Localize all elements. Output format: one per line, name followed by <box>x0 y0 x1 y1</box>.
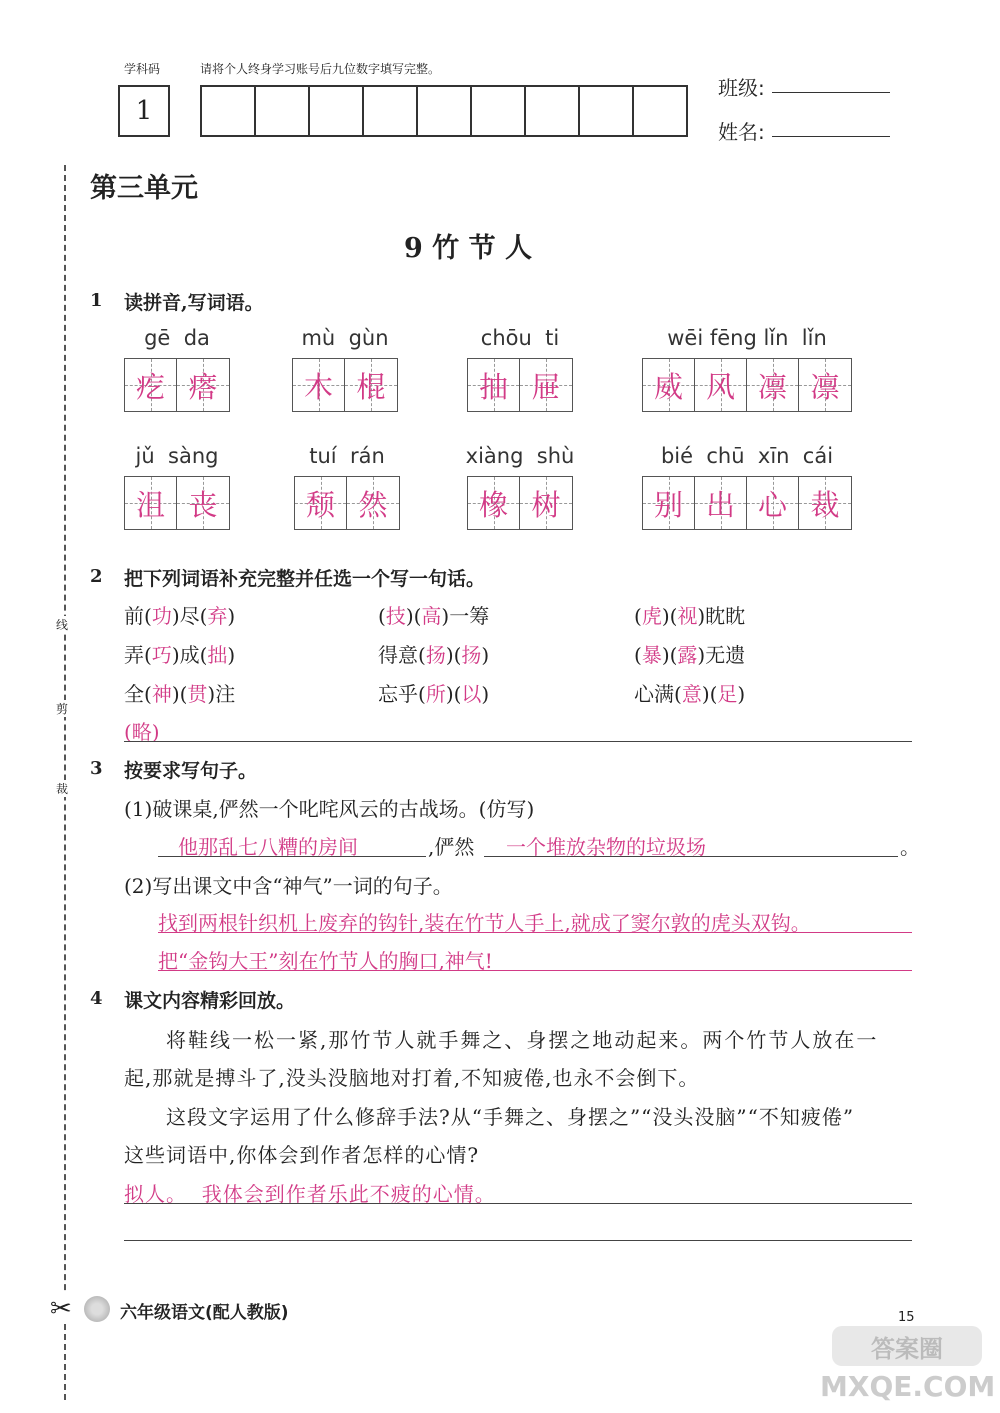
class-field[interactable] <box>772 92 890 93</box>
subject-code-box <box>118 85 170 137</box>
q2-answer: (略) <box>124 720 160 744</box>
q4-answer-line-2 <box>124 1240 912 1241</box>
answer-char: 橡 <box>478 487 508 522</box>
pinyin: chōu ti <box>480 326 560 350</box>
subject-code-label: 学科码 <box>124 62 161 76</box>
watermark-logo: 答案圈 <box>832 1326 982 1366</box>
cut-line-char-1: 线 <box>56 618 69 632</box>
char-grid <box>124 358 230 412</box>
q3-sub2-line-2 <box>158 970 912 971</box>
q3-sub2-line-1 <box>158 932 912 933</box>
char-grid <box>124 476 230 530</box>
cut-line-char-3: 裁 <box>56 782 69 796</box>
idiom-item: 得意(扬)(扬) <box>378 643 490 667</box>
question-line-1: 这段文字运用了什么修辞手法?从“手舞之、身摆之”“没头没脑”“不知疲倦” <box>166 1105 855 1129</box>
answer-char: 威 <box>653 369 683 404</box>
passage-line-1: 将鞋线一松一紧,那竹节人就手舞之、身摆之地动起来。两个竹节人放在一 <box>166 1028 879 1052</box>
q3-sub2: (2)写出课文中含“神气”一词的句子。 <box>124 874 453 898</box>
char-grid <box>294 476 400 530</box>
lesson-title: 9 竹 节 人 <box>404 233 532 264</box>
q3-sub1-end: 。 <box>900 835 920 859</box>
q4-answer: 拟人。 我体会到作者乐此不疲的心情。 <box>124 1182 496 1206</box>
passage-line-2: 起,那就是搏斗了,没头没脑地对打着,不知疲倦,也永不会倒下。 <box>124 1066 700 1090</box>
instruction-text: 请将个人终身学习账号后九位数字填写完整。 <box>200 62 441 76</box>
answer-char: 风 <box>705 369 735 404</box>
answer-char: 疙 <box>135 369 165 404</box>
q4-answer-line-1 <box>124 1203 912 1204</box>
q1-number: 1 <box>90 290 103 311</box>
name-label: 姓名: <box>718 120 765 144</box>
q4-text: 课文内容精彩回放。 <box>124 990 296 1012</box>
q3-sub2-answer-2: 把“金钩大王”刻在竹节人的胸口,神气! <box>158 949 493 973</box>
q3-text: 按要求写句子。 <box>124 760 258 782</box>
answer-char: 沮 <box>135 487 165 522</box>
char-grid <box>642 358 852 412</box>
answer-char: 裁 <box>810 487 840 522</box>
idiom-item: (技)(高)一筹 <box>378 604 490 628</box>
unit-title: 第三单元 <box>90 173 198 204</box>
q3-sub1-mid: ,俨然 <box>428 835 475 859</box>
watermark-text: MXQE.COM <box>820 1370 996 1403</box>
char-grid <box>467 476 573 530</box>
class-label: 班级: <box>718 76 765 100</box>
q3-number: 3 <box>90 758 103 779</box>
idiom-item: (暴)(露)无遗 <box>634 643 746 667</box>
idiom-item: 全(神)(贯)注 <box>124 682 236 706</box>
answer-char: 抽 <box>478 369 508 404</box>
pinyin: mù gùn <box>301 326 389 350</box>
answer-char: 别 <box>653 487 683 522</box>
q2-number: 2 <box>90 566 103 587</box>
idiom-item: 前(功)尽(弃) <box>124 604 236 628</box>
answer-char: 木 <box>303 369 333 404</box>
footer-book-title: 六年级语文(配人教版) <box>120 1303 289 1323</box>
pinyin: tuí rán <box>309 444 385 468</box>
idiom-item: (虎)(视)眈眈 <box>634 604 746 628</box>
cut-line-char-2: 剪 <box>56 702 69 716</box>
answer-char: 棍 <box>356 369 386 404</box>
q3-sub1: (1)破课桌,俨然一个叱咤风云的古战场。(仿写) <box>124 797 535 821</box>
pinyin: jǔ sàng <box>135 444 219 468</box>
q3-sub1-answer-b: 一个堆放杂物的垃圾场 <box>506 835 706 859</box>
answer-char: 凛 <box>757 369 787 404</box>
page-number: 15 <box>898 1310 915 1325</box>
question-line-2: 这些词语中,你体会到作者怎样的心情? <box>124 1143 480 1167</box>
answer-char: 然 <box>358 487 388 522</box>
q2-text: 把下列词语补充完整并任选一个写一句话。 <box>124 568 486 590</box>
pinyin: wēi fēng lǐn lǐn <box>667 326 827 350</box>
answer-char: 颓 <box>305 487 335 522</box>
pinyin: gē da <box>144 326 210 350</box>
idiom-item: 弄(巧)成(拙) <box>124 643 236 667</box>
pinyin: xiàng shù <box>465 444 575 468</box>
char-grid <box>642 476 852 530</box>
account-digit-boxes[interactable] <box>200 85 688 137</box>
answer-char: 凛 <box>810 369 840 404</box>
answer-char: 丧 <box>188 487 218 522</box>
subject-code-value: 1 <box>135 96 153 126</box>
answer-char: 心 <box>757 487 787 522</box>
footer-badge-icon <box>84 1296 110 1322</box>
answer-char: 树 <box>531 487 561 522</box>
scissors-icon: ✂ <box>50 1294 72 1324</box>
char-grid <box>292 358 398 412</box>
q1-text: 读拼音,写词语。 <box>124 292 264 314</box>
answer-char: 瘩 <box>188 369 218 404</box>
q3-sub2-answer-1: 找到两根针织机上废弃的钩针,装在竹节人手上,就成了窦尔敦的虎头双钩。 <box>158 911 811 935</box>
answer-char: 屉 <box>531 369 561 404</box>
answer-char: 出 <box>705 487 735 522</box>
name-field[interactable] <box>772 136 890 137</box>
q2-answer-line <box>124 741 912 742</box>
char-grid <box>467 358 573 412</box>
q3-sub1-answer-a: 他那乱七八糟的房间 <box>178 835 358 859</box>
q4-number: 4 <box>90 988 103 1009</box>
idiom-item: 忘乎(所)(以) <box>378 682 490 706</box>
pinyin: bié chū xīn cái <box>660 444 834 468</box>
idiom-item: 心满(意)(足) <box>634 682 746 706</box>
